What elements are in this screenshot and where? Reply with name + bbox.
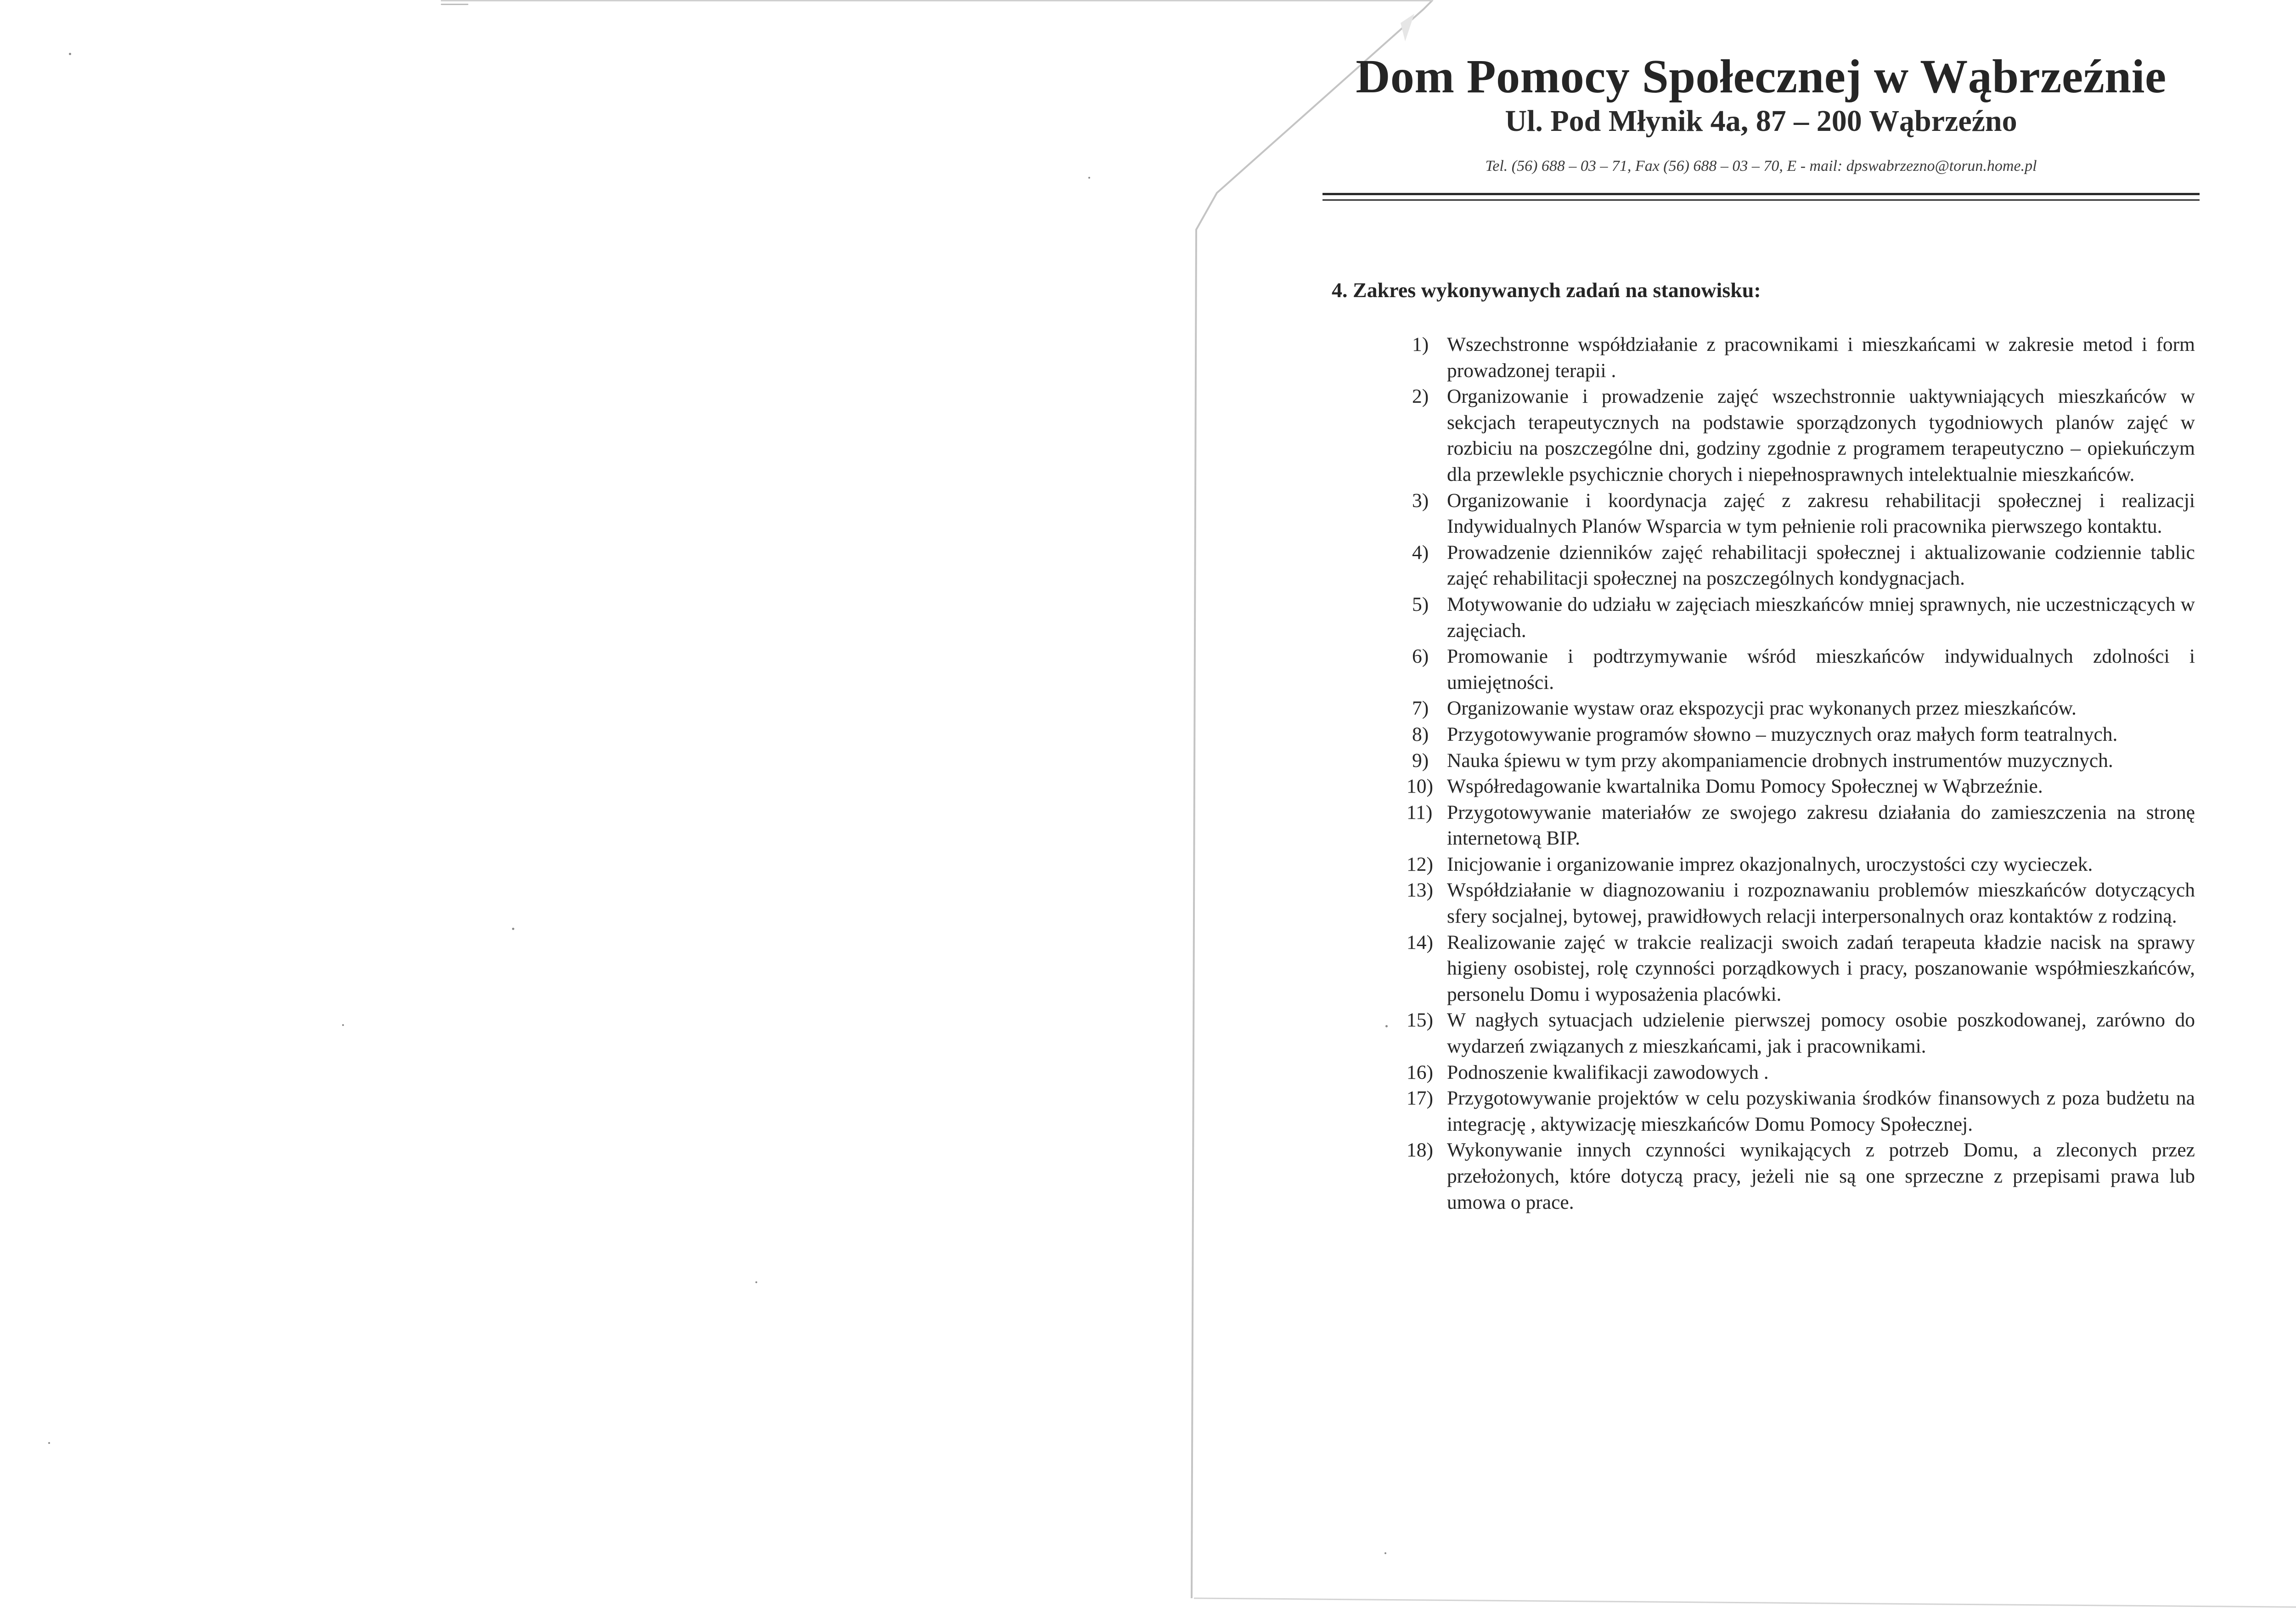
task-number: 13)	[1407, 879, 1433, 902]
task-text: Współdziałanie w diagnozowaniu i rozpoznawaniu problemów mieszkańców dotyczących sfery socjalnej, bytowej, prawidłowych relacji interpersonalnych oraz kontaktów z rodziną.	[1447, 879, 2195, 928]
task-number: 9)	[1412, 749, 1429, 772]
scan-speck	[342, 1024, 344, 1026]
task-number: 18)	[1407, 1139, 1433, 1161]
scan-speck	[1088, 177, 1090, 179]
task-item	[1412, 695, 2195, 721]
task-item	[1407, 930, 2195, 1008]
task-number: 7)	[1412, 697, 1429, 720]
scan-speck	[755, 1281, 757, 1283]
task-number: 17)	[1407, 1087, 1433, 1110]
task-item	[1412, 332, 2195, 383]
task-item	[1407, 877, 2195, 929]
task-text: Przygotowywanie programów słowno – muzycznych oraz małych form teatralnych.	[1447, 723, 2118, 745]
task-number: 15)	[1407, 1009, 1433, 1031]
task-item	[1407, 1137, 2195, 1215]
task-item	[1407, 1060, 2195, 1086]
task-text: Inicjowanie i organizowanie imprez okazjonalnych, uroczystości czy wycieczek.	[1447, 853, 2093, 875]
task-text: Nauka śpiewu w tym przy akompaniamencie drobnych instrumentów muzycznych.	[1447, 749, 2113, 772]
task-number: 5)	[1412, 593, 1429, 615]
task-item	[1412, 592, 2195, 643]
task-number: 11)	[1407, 801, 1433, 823]
task-text: W nagłych sytuacjach udzielenie pierwszej pomocy osobie poszkodowanej, zarówno do wydarzeń związanych z mieszkańcami, jak i pracownikami.	[1447, 1009, 2195, 1058]
task-number: 10)	[1407, 775, 1433, 798]
task-item	[1407, 773, 2195, 800]
organization-contact: Tel. (56) 688 – 03 – 71, Fax (56) 688 – 03 – 70, E - mail: dpswabrzezno@torun.home.pl	[1485, 158, 2037, 175]
scan-speck	[512, 928, 514, 930]
task-item	[1407, 1085, 2195, 1137]
task-text: Realizowanie zajęć w trakcie realizacji swoich zadań terapeuta kładzie nacisk na sprawy higieny osobistej, rolę czynności porządkowych i pracy, poszanowanie współmieszkańców, personelu Domu i wyposażenia placówki.	[1447, 931, 2195, 1005]
scan-speck	[48, 1442, 50, 1444]
scan-speck	[1384, 1552, 1386, 1554]
task-text: Współredagowanie kwartalnika Domu Pomocy Społecznej w Wąbrzeźnie.	[1447, 775, 2043, 798]
task-number: 12)	[1407, 853, 1433, 875]
task-number: 8)	[1412, 723, 1429, 745]
task-text: Przygotowywanie projektów w celu pozyskiwania środków finansowych z poza budżetu na integrację , aktywizację mieszkańców Domu Pomocy Społecznej.	[1447, 1087, 2195, 1135]
task-number: 16)	[1407, 1061, 1433, 1083]
task-number: 14)	[1407, 931, 1433, 953]
task-item	[1412, 488, 2195, 540]
task-text: Wykonywanie innych czynności wynikających z potrzeb Domu, a zleconych przez przełożonych, które dotyczą pracy, jeżeli nie są one sprzeczne z przepisami prawa lub umowa o prace.	[1447, 1139, 2195, 1213]
task-number: 2)	[1412, 385, 1429, 408]
scan-speck	[1385, 1025, 1388, 1027]
task-item	[1407, 800, 2195, 851]
task-item	[1412, 540, 2195, 592]
section-heading: 4. Zakres wykonywanych zadań na stanowisku:	[1332, 278, 1761, 302]
scan-speck	[441, 4, 468, 5]
task-item	[1412, 383, 2195, 487]
task-number: 6)	[1412, 645, 1429, 668]
task-text: Podnoszenie kwalifikacji zawodowych .	[1447, 1061, 1769, 1083]
task-text: Prowadzenie dzienników zajęć rehabilitacji społecznej i aktualizowanie codziennie tablic zajęć rehabilitacji społecznej na poszczególnych kondygnacjach.	[1447, 541, 2195, 590]
header-divider	[1322, 199, 2200, 201]
organization-title: Dom Pomocy Społecznej w Wąbrzeźnie	[1356, 50, 2167, 103]
task-text: Organizowanie i koordynacja zajęć z zakresu rehabilitacji społecznej i realizacji Indywidualnych Planów Wsparcia w tym pełnienie roli pracownika pierwszego kontaktu.	[1447, 489, 2195, 538]
task-text: Promowanie i podtrzymywanie wśród mieszkańców indywidualnych zdolności i umiejętności.	[1447, 645, 2195, 693]
organization-address: Ul. Pod Młynik 4a, 87 – 200 Wąbrzeźno	[1505, 104, 2017, 138]
scan-speck	[69, 53, 71, 55]
task-item	[1412, 643, 2195, 695]
task-list	[1407, 332, 2195, 1215]
task-number: 3)	[1412, 489, 1429, 512]
header-divider	[1322, 193, 2200, 195]
task-text: Wszechstronne współdziałanie z pracownikami i mieszkańcami w zakresie metod i form prowadzonej terapii .	[1447, 333, 2195, 382]
letterhead	[1322, 51, 2200, 176]
task-item	[1412, 748, 2195, 774]
task-item	[1412, 721, 2195, 748]
task-number: 1)	[1412, 333, 1429, 355]
task-item	[1407, 851, 2195, 878]
task-number: 4)	[1412, 541, 1429, 564]
task-text: Motywowanie do udziału w zajęciach mieszkańców mniej sprawnych, nie uczestniczących w zajęciach.	[1447, 593, 2195, 642]
task-text: Organizowanie i prowadzenie zajęć wszechstronnie uaktywniających mieszkańców w sekcjach terapeutycznych na podstawie sporządzonych tygodniowych planów zajęć w rozbiciu na poszczególne dni, godziny zgodnie z programem terapeutyczno – opiekuńczym dla przewlekle psychicznie chorych i niepełnosprawnych intelektualnie mieszkańców.	[1447, 385, 2195, 485]
task-text: Przygotowywanie materiałów ze swojego zakresu działania do zamieszczenia na stronę internetową BIP.	[1447, 801, 2195, 850]
task-item	[1407, 1007, 2195, 1059]
task-text: Organizowanie wystaw oraz ekspozycji prac wykonanych przez mieszkańców.	[1447, 697, 2077, 720]
